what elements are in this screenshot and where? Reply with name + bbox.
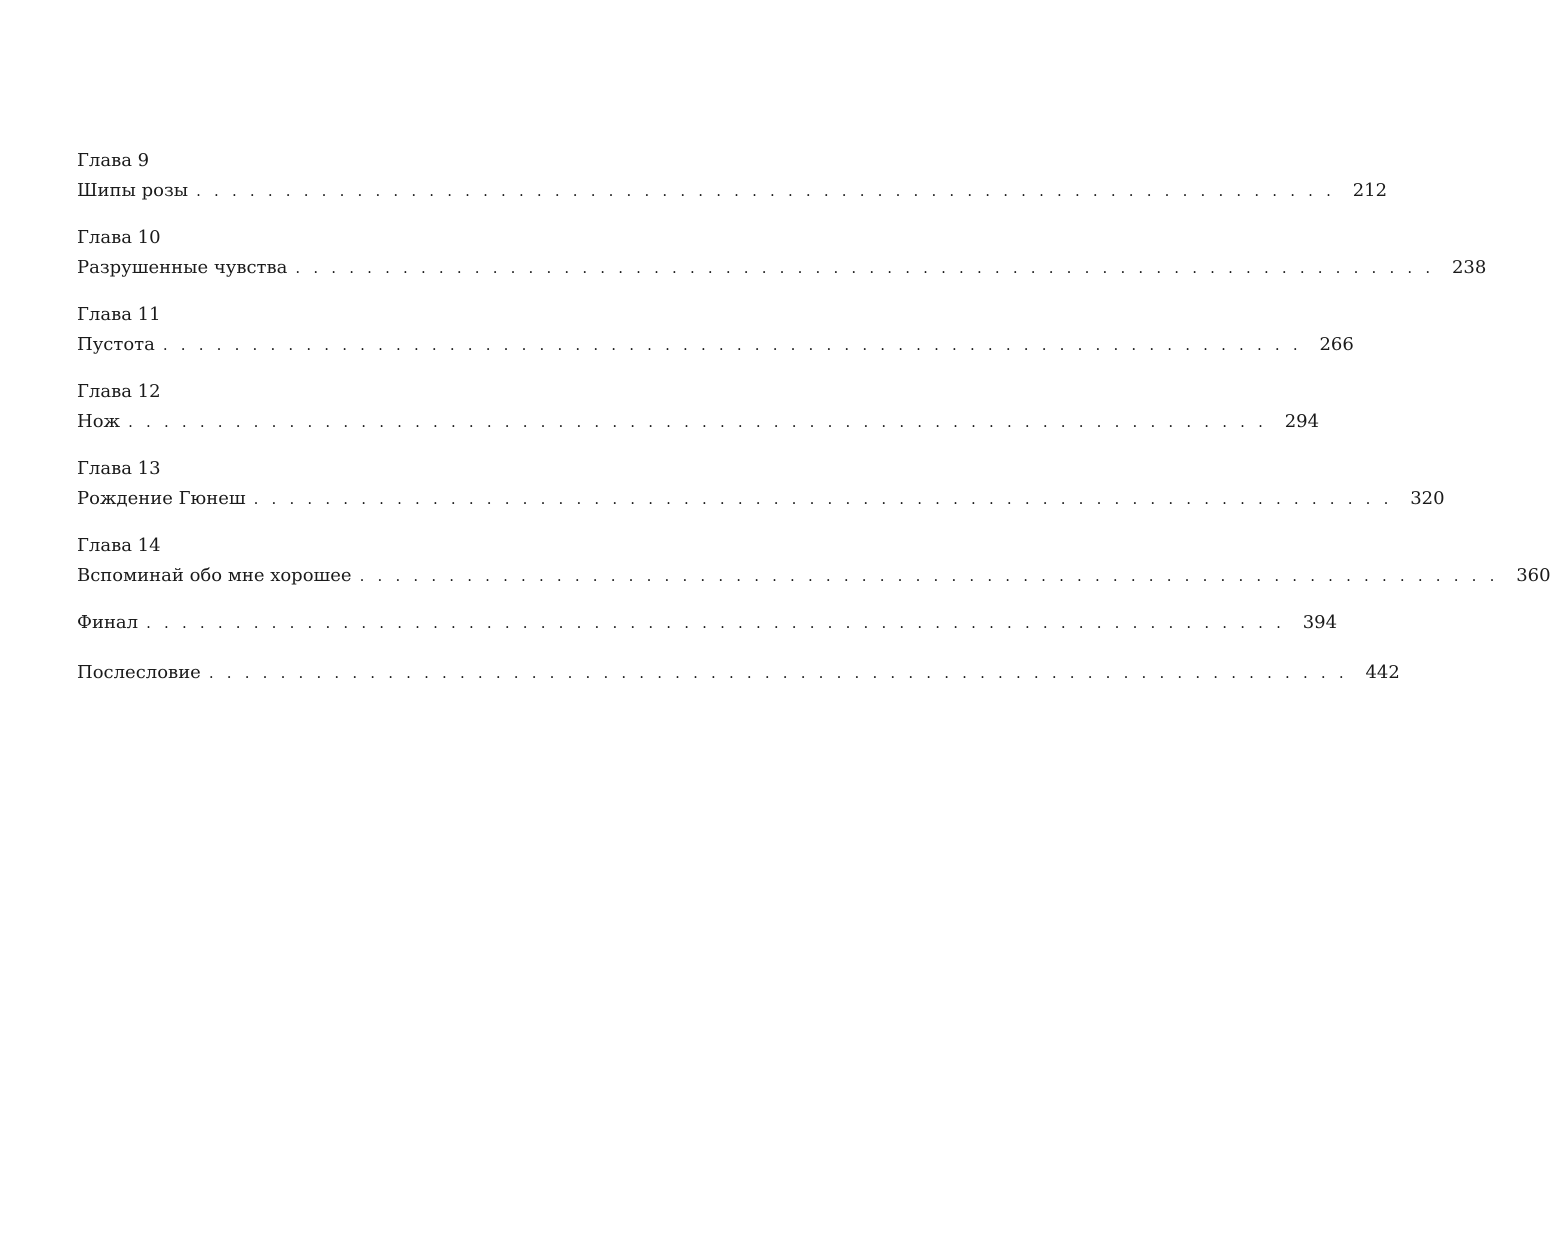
toc-chapter-14: [77, 531, 1551, 591]
table-of-contents: [77, 146, 1551, 708]
entry-title: Пустота: [77, 334, 155, 355]
toc-finale: [77, 608, 1338, 638]
dot-leader: . . . . . . . . . . . . . . . . . . . . . . . . . . . . . . . . . . . . . . . . . . . . . . . . . . . . . . . . . . . . . . . .: [295, 259, 1435, 277]
entry-title: Шипы розы: [77, 180, 189, 201]
dot-leader: . . . . . . . . . . . . . . . . . . . . . . . . . . . . . . . . . . . . . . . . . . . . . . . . . . . . . . . . . . . . . . . .: [196, 182, 1336, 200]
chapter-label: Глава 13: [77, 458, 161, 479]
chapter-label: Глава 14: [77, 535, 161, 556]
toc-entry[interactable]: [77, 608, 1338, 638]
toc-chapter-12: [77, 377, 1320, 437]
chapter-label: Глава 9: [77, 150, 150, 171]
page-number: 360: [1516, 565, 1551, 586]
toc-chapter-10: [77, 223, 1487, 283]
entry-title: Послесловие: [77, 662, 201, 683]
entry-title: Рождение Гюнеш: [77, 488, 246, 509]
toc-afterword: [77, 658, 1400, 688]
page-number: 238: [1451, 257, 1487, 278]
dot-leader: . . . . . . . . . . . . . . . . . . . . . . . . . . . . . . . . . . . . . . . . . . . . . . . . . . . . . . . . . . . . . . . .: [128, 413, 1268, 431]
dot-leader: . . . . . . . . . . . . . . . . . . . . . . . . . . . . . . . . . . . . . . . . . . . . . . . . . . . . . . . . . . . . . . . .: [253, 490, 1393, 508]
entry-title: Вспоминай обо мне хорошее: [77, 565, 352, 586]
page-number: 294: [1284, 411, 1320, 432]
page-number: 394: [1302, 612, 1338, 633]
page-number: 320: [1410, 488, 1445, 509]
page-number: 442: [1365, 662, 1400, 683]
entry-title: Нож: [77, 411, 121, 432]
chapter-label: Глава 12: [77, 381, 161, 402]
toc-chapter-11: [77, 300, 1354, 360]
dot-leader: . . . . . . . . . . . . . . . . . . . . . . . . . . . . . . . . . . . . . . . . . . . . . . . . . . . . . . . . . . . . . . . .: [359, 567, 1499, 585]
toc-entry[interactable]: [77, 484, 1445, 514]
toc-entry[interactable]: [77, 407, 1320, 437]
dot-leader: . . . . . . . . . . . . . . . . . . . . . . . . . . . . . . . . . . . . . . . . . . . . . . . . . . . . . . . . . . . . . . . .: [208, 664, 1348, 682]
page-number: 266: [1319, 334, 1354, 355]
toc-entry[interactable]: [77, 330, 1354, 360]
chapter-label: Глава 11: [77, 304, 161, 325]
toc-entry[interactable]: [77, 253, 1487, 283]
toc-chapter-13: [77, 454, 1445, 514]
dot-leader: . . . . . . . . . . . . . . . . . . . . . . . . . . . . . . . . . . . . . . . . . . . . . . . . . . . . . . . . . . . . . . . .: [162, 336, 1302, 354]
entry-title: Финал: [77, 612, 139, 633]
page-number: 212: [1352, 180, 1388, 201]
toc-chapter-9: [77, 146, 1388, 206]
toc-entry[interactable]: [77, 561, 1551, 591]
toc-entry[interactable]: [77, 176, 1388, 206]
chapter-label: Глава 10: [77, 227, 161, 248]
toc-entry[interactable]: [77, 658, 1400, 688]
dot-leader: . . . . . . . . . . . . . . . . . . . . . . . . . . . . . . . . . . . . . . . . . . . . . . . . . . . . . . . . . . . . . . . .: [146, 614, 1286, 632]
entry-title: Разрушенные чувства: [77, 257, 288, 278]
